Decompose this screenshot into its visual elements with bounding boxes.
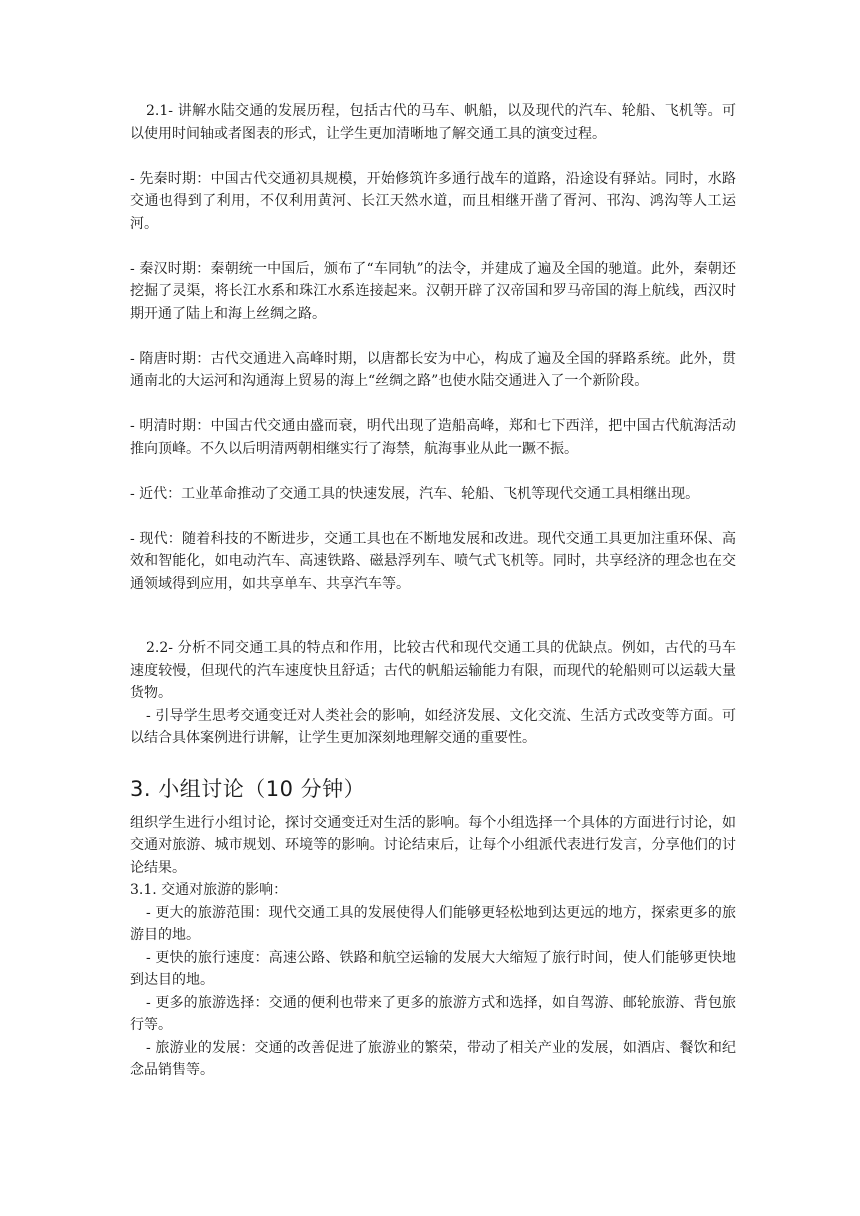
- section-2-2-guide: - 引导学生思考交通变迁对人类社会的影响，如经济发展、文化交流、生活方式改变等方面。可以结合具体案例进行讲解，让学生更加深刻地理解交通的重要性。: [130, 707, 736, 746]
- document-page: [130, 100, 736, 1082]
- section-2-2-intro: 2.2- 分析不同交通工具的特点和作用，比较古代和现代交通工具的优缺点。例如，古代的马车速度较慢，但现代的汽车速度快且舒适；古代的帆船运输能力有限，而现代的轮船则可以运载大量货物。: [130, 640, 736, 701]
- tourism-item-industry: - 旅游业的发展：交通的改善促进了旅游业的繁荣，带动了相关产业的发展，如酒店、餐饮和纪念品销售等。: [130, 1039, 736, 1078]
- period-ming-qing: - 明清时期：中国古代交通由盛而衰，明代出现了造船高峰，郑和七下西洋，把中国古代航海活动推向顶峰。不久以后明清两朝相继实行了海禁，航海事业从此一蹶不振。: [130, 418, 736, 457]
- period-pre-qin: - 先秦时期：中国古代交通初具规模，开始修筑许多通行战车的道路，沿途设有驿站。同时，水路交通也得到了利用，不仅利用黄河、长江天然水道，而且相继开凿了胥河、邗沟、鸿沟等人工运河。: [130, 170, 736, 232]
- period-qin-han: - 秦汉时期：秦朝统一中国后，颁布了“车同轨”的法令，并建成了遍及全国的驰道。此外，秦朝还挖掘了灵渠，将长江水系和珠江水系连接起来。汉朝开辟了汉帝国和罗马帝国的海上航线，西汉时期开通了陆上和海上丝绸之路。: [130, 260, 736, 322]
- period-modern-era: - 近代：工业革命推动了交通工具的快速发展，汽车、轮船、飞机等现代交通工具相继出现。: [130, 485, 700, 502]
- section-3-1-title: 3.1. 交通对旅游的影响：: [130, 882, 288, 898]
- section-3-intro: 组织学生进行小组讨论，探讨交通变迁对生活的影响。每个小组选择一个具体的方面进行讨论，如交通对旅游、城市规划、环境等的影响。讨论结束后，让每个小组派代表进行发言，分享他们的讨论结果。: [130, 814, 736, 876]
- tourism-item-range: - 更大的旅游范围：现代交通工具的发展使得人们能够更轻松地到达更远的地方，探索更多的旅游目的地。: [130, 904, 736, 943]
- tourism-item-choices: - 更多的旅游选择：交通的便利也带来了更多的旅游方式和选择，如自驾游、邮轮旅游、背包旅行等。: [130, 994, 736, 1033]
- period-sui-tang: - 隋唐时期：古代交通进入高峰时期，以唐都长安为中心，构成了遍及全国的驿路系统。此外，贯通南北的大运河和沟通海上贸易的海上“丝绸之路”也使水陆交通进入了一个新阶段。: [130, 350, 736, 389]
- section-2-1-intro: 2.1- 讲解水陆交通的发展历程，包括古代的马车、帆船，以及现代的汽车、轮船、飞机等。可以使用时间轴或者图表的形式，让学生更加清晰地了解交通工具的演变过程。: [130, 103, 736, 142]
- period-contemporary: - 现代：随着科技的不断进步，交通工具也在不断地发展和改进。现代交通工具更加注重环保、高效和智能化，如电动汽车、高速铁路、磁悬浮列车、喷气式飞机等。同时，共享经济的理念也在交通领域得到应用，如共享单车、共享汽车等。: [130, 530, 736, 592]
- tourism-item-speed: - 更快的旅行速度：高速公路、铁路和航空运输的发展大大缩短了旅行时间，使人们能够更快地到达目的地。: [130, 949, 736, 988]
- section-3-heading: 3. 小组讨论（10 分钟）: [130, 776, 366, 801]
